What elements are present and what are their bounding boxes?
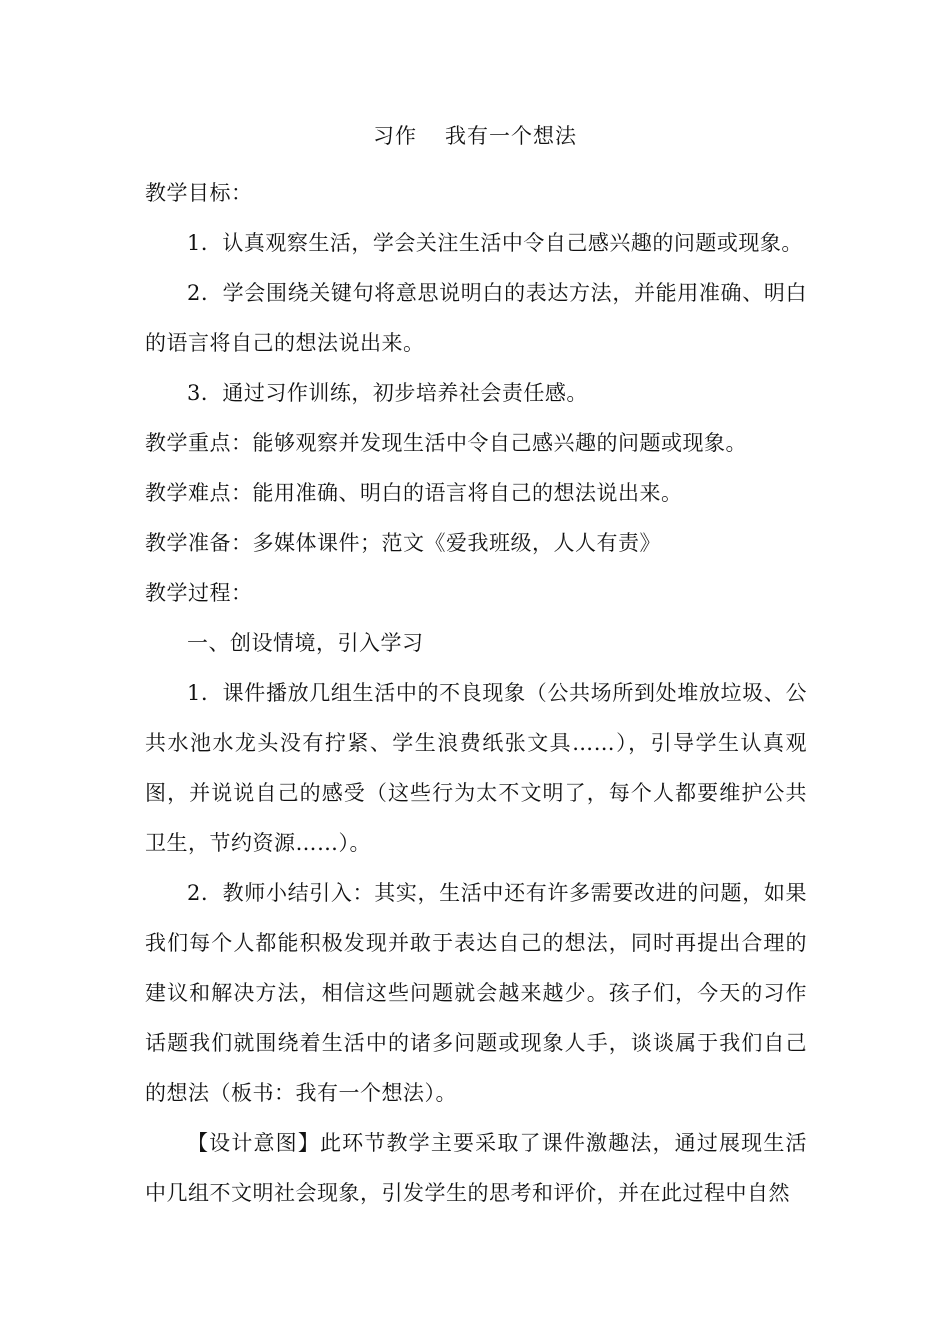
- paragraph: 一、创设情境，引入学习: [187, 631, 424, 655]
- paragraph: 教学过程：: [145, 581, 253, 605]
- title-left: 习作: [373, 124, 417, 148]
- paragraph: 教学重点：能够观察并发现生活中令自己感兴趣的问题或现象。: [145, 431, 747, 455]
- paragraph: 教学难点：能用准确、明白的语言将自己的想法说出来。: [145, 481, 683, 505]
- paragraph: 教学准备：多媒体课件；范文《爱我班级，人人有责》: [145, 531, 661, 555]
- paragraph: 1．课件播放几组生活中的不良现象（公共场所到处堆放垃圾、公共水池水龙头没有拧紧、学生浪费纸张文具……），引导学生认真观图，并说说自己的感受（这些行为太不文明了，每个人都要维护公共卫生，节约资源……）。: [145, 681, 807, 855]
- paragraph: 3．通过习作训练，初步培养社会责任感。: [187, 381, 588, 405]
- paragraph: 教学目标：: [145, 181, 253, 205]
- paragraph: 【设计意图】此环节教学主要采取了课件激趣法，通过展现生活中几组不文明社会现象，引发学生的思考和评价，并在此过程中自然: [145, 1131, 807, 1205]
- paragraph: 1．认真观察生活，学会关注生活中令自己感兴趣的问题或现象。: [187, 231, 803, 255]
- paragraph: 2．教师小结引入：其实，生活中还有许多需要改进的问题，如果我们每个人都能积极发现并敢于表达自己的想法，同时再提出合理的建议和解决方法，相信这些问题就会越来越少。孩子们，今天的习作话题我们就围绕着生活中的诸多问题或现象人手，谈谈属于我们自己的想法（板书：我有一个想法）。: [145, 881, 807, 1105]
- document-body: [145, 168, 807, 1218]
- title-right: 我有一个想法: [445, 124, 577, 148]
- document-title: [0, 120, 950, 152]
- paragraph: 2．学会围绕关键句将意思说明白的表达方法，并能用准确、明白的语言将自己的想法说出来。: [145, 281, 807, 355]
